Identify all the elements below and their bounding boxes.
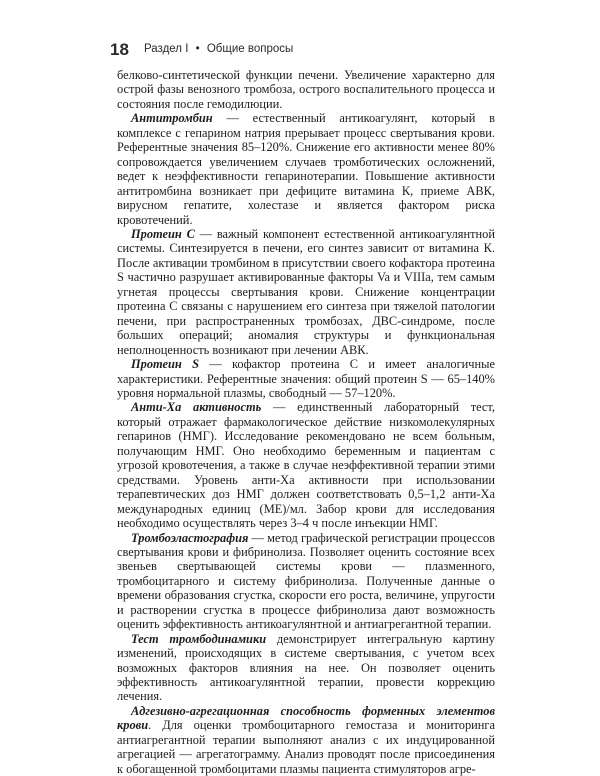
paragraph-continuation	[117, 68, 495, 111]
running-header	[110, 40, 510, 62]
paragraph-text: . Для оценки тромбоцитарного гемостаза и мониторинга антиагрегантной терапии выполняют анализ с их индуцированной агрегацией — агрегатограмму. Анализ проводят после присоединения к обогащенной тромбоцитами плазмы пациента стимуляторов агре-	[117, 718, 495, 776]
paragraph-text: демонстрирует интегральную картину изменений, происходящих в системе свертывания, с учетом всех возможных факторов влияния на нее. Он позволяет оценить эффективность антикоагулянтной терапии, провести коррекцию лечения.	[117, 631, 495, 704]
paragraph-thrombodynamics	[117, 632, 495, 704]
term-heading: Адгезивно-агрегационная способность форменных элементов крови	[117, 703, 495, 733]
term-heading: Анти-Ха активность	[131, 400, 262, 415]
paragraph-text: — кофактор протеина С и имеет аналогичные характеристики. Референтные значения: общий протеин S — 65–140% уровня нормальной плазмы, свободный — 57–120%.	[117, 357, 495, 400]
paragraph-antithrombin	[117, 111, 495, 227]
paragraph-aggregation	[117, 704, 495, 776]
running-title	[144, 43, 293, 55]
paragraph-text: — естественный антикоагулянт, который в комплексе с гепарином натрия прерывает процесс свертывания крови. Референтные значения 85–120%. Снижение его активности менее 80% сопровождается увеличением случаев тромботических осложнений, ведет к неэффективности гепаринотерапии. Повышение активности антитромбина возникает при дефиците витамина К, приеме АВК, вирусном гепатите, холестазе и является фактором риска кровотечений.	[117, 111, 495, 227]
paragraph-protein-s	[117, 357, 495, 400]
term-heading: Протеин С	[131, 226, 195, 241]
paragraph-anti-xa	[117, 400, 495, 530]
paragraph-text: — важный компонент естественной антикоагулянтной системы. Синтезируется в печени, его синтез зависит от витамина К. После активации тромбином в присутствии своего кофактора протеина S частично разрушает активированные факторы Va и VIIIa, тем самым угнетая процессы свертывания крови. Снижение концентрации протеина С связаны с нарушением его синтеза при тяжелой патологии печени, при распространенных тромбозах, ДВС-синдроме, после больших операций; аномалия структуры и функциональная неполноценность возникают при лечении АВК.	[117, 226, 495, 357]
paragraph-text: — метод графической регистрации процессов свертывания крови и фибринолиза. Позволяет оценить состояние всех звеньев свертывающей системы крови — плазменного, тромбоцитарного и систему фибринолиза. Полученные данные о времени образования сгустка, скорости его роста, величине, упругости и растворении сгустка в процессе фибринолиза дают возможность оценить эффективность антикоагулянтной и антиагрегантной терапии.	[117, 530, 495, 632]
paragraph-text: — единственный лабораторный тест, который отражает фармакологическое действие низкомолекулярных гепаринов (НМГ). Исследование рекомендовано не всем больным, получающим НМГ. Оно необходимо беременным и пациентам с угрозой кровотечения, а также в случае неэффективной терапии этими средствами. Уровень анти-Ха активности при использовании терапевтических доз НМГ должен соответствовать 0,5–1,2 анти-Ха международных единиц (МЕ)/мл. Забор крови для исследования необходимо осуществлять через 3–4 ч после инъекции НМГ.	[117, 400, 495, 531]
paragraph-protein-c	[117, 227, 495, 357]
page-number: 18	[110, 40, 129, 59]
chapter-title: Общие вопросы	[206, 43, 294, 55]
header-separator: •	[195, 43, 200, 55]
term-heading: Тромбоэластография	[131, 530, 249, 545]
body-text	[117, 68, 495, 776]
paragraph-thromboelastography	[117, 531, 495, 632]
term-heading: Тест тромбодинамики	[131, 631, 267, 646]
term-heading: Протеин S	[131, 357, 199, 372]
paragraph-text: белково-синтетической функции печени. Увеличение характерно для острой фазы венозного тромбоза, острого воспалительного процесса и состояния после гемодилюции.	[117, 68, 495, 111]
term-heading: Антитромбин	[131, 111, 213, 126]
section-label: Раздел I	[144, 43, 189, 55]
